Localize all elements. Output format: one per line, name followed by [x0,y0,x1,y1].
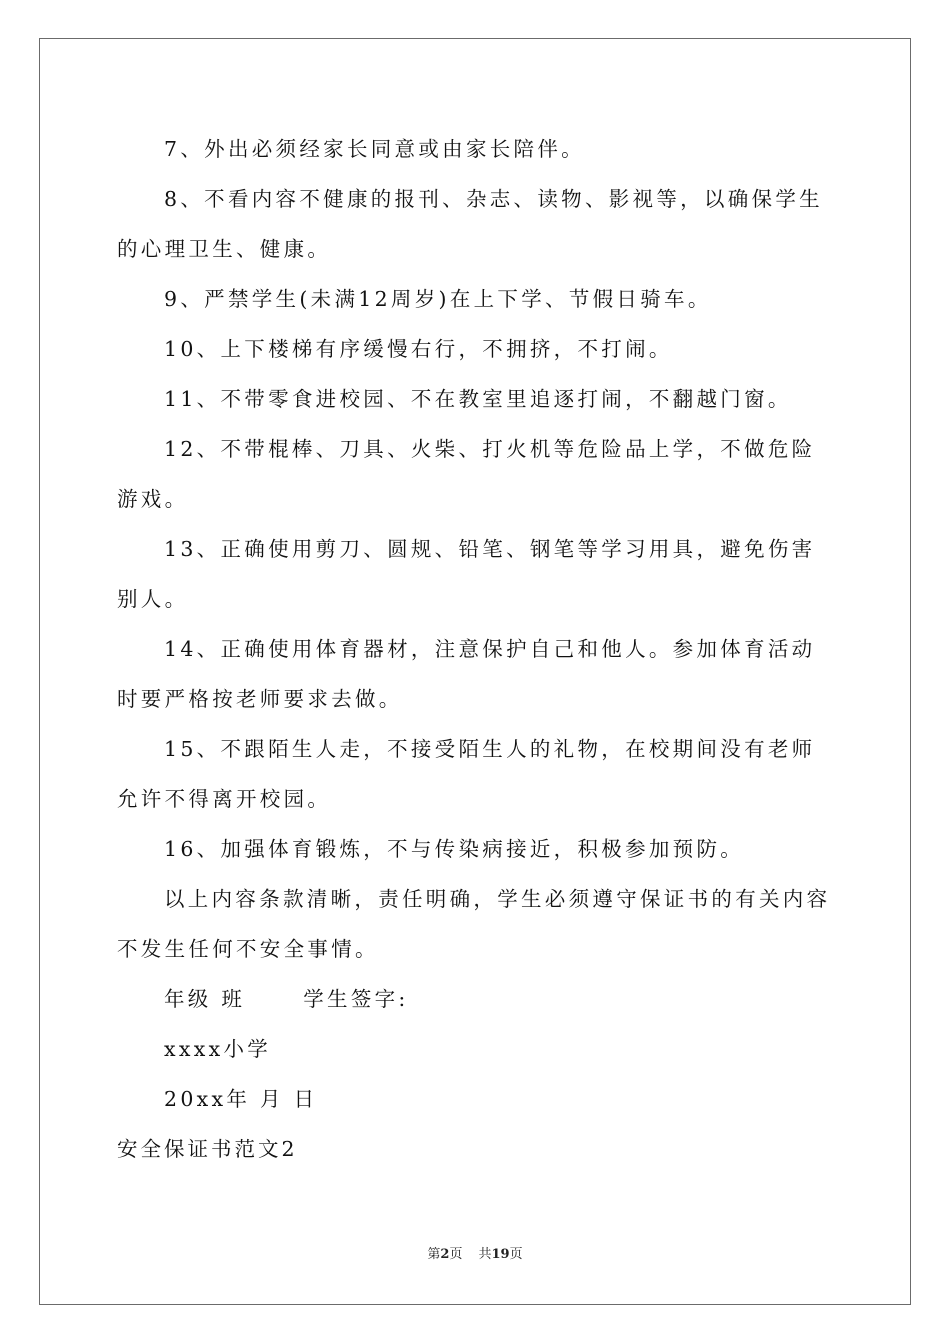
footer-total-pages: 19 [491,1247,510,1262]
paragraph-9: 9、严禁学生(未满12周岁)在上下学、节假日骑车。 [164,287,712,311]
next-section-heading: 安全保证书范文2 [117,1137,298,1161]
footer-total-suffix: 页 [509,1247,523,1262]
footer-page-suffix: 页 [449,1247,463,1262]
closing-paragraph: 以上内容条款清晰，责任明确，学生必须遵守保证书的有关内容不发生任何不安全事情。 [117,887,831,961]
paragraph-12: 12、不带棍棒、刀具、火柴、打火机等危险品上学，不做危险游戏。 [117,437,816,511]
signature-line [117,974,833,1024]
paragraph-15: 15、不跟陌生人走，不接受陌生人的礼物，在校期间没有老师允许不得离开校园。 [117,737,816,811]
document-body [117,124,833,1174]
paragraph-13: 13、正确使用剪刀、圆规、铅笔、钢笔等学习用具，避免伤害别人。 [117,537,816,611]
grade-class-label: 年级 班 [164,987,246,1011]
student-sign-label: 学生签字: [303,987,409,1011]
footer-page-number: 2 [440,1247,450,1262]
paragraph-10: 10、上下楼梯有序缓慢右行，不拥挤，不打闹。 [164,337,673,361]
paragraph-11: 11、不带零食进校园、不在教室里追逐打闹，不翻越门窗。 [164,387,792,411]
page-footer [0,1246,950,1264]
paragraph-14: 14、正确使用体育器材，注意保护自己和他人。参加体育活动时要严格按老师要求去做。 [117,637,816,711]
date-line: 20xx年 月 日 [164,1087,318,1111]
paragraph-16: 16、加强体育锻炼，不与传染病接近，积极参加预防。 [164,837,745,861]
footer-page-prefix: 第 [427,1247,441,1262]
paragraph-7: 7、外出必须经家长同意或由家长陪伴。 [164,137,585,161]
school-line: xxxx小学 [164,1037,272,1061]
paragraph-8: 8、不看内容不健康的报刊、杂志、读物、影视等，以确保学生的心理卫生、健康。 [117,187,823,261]
footer-total-prefix: 共 [478,1247,492,1262]
